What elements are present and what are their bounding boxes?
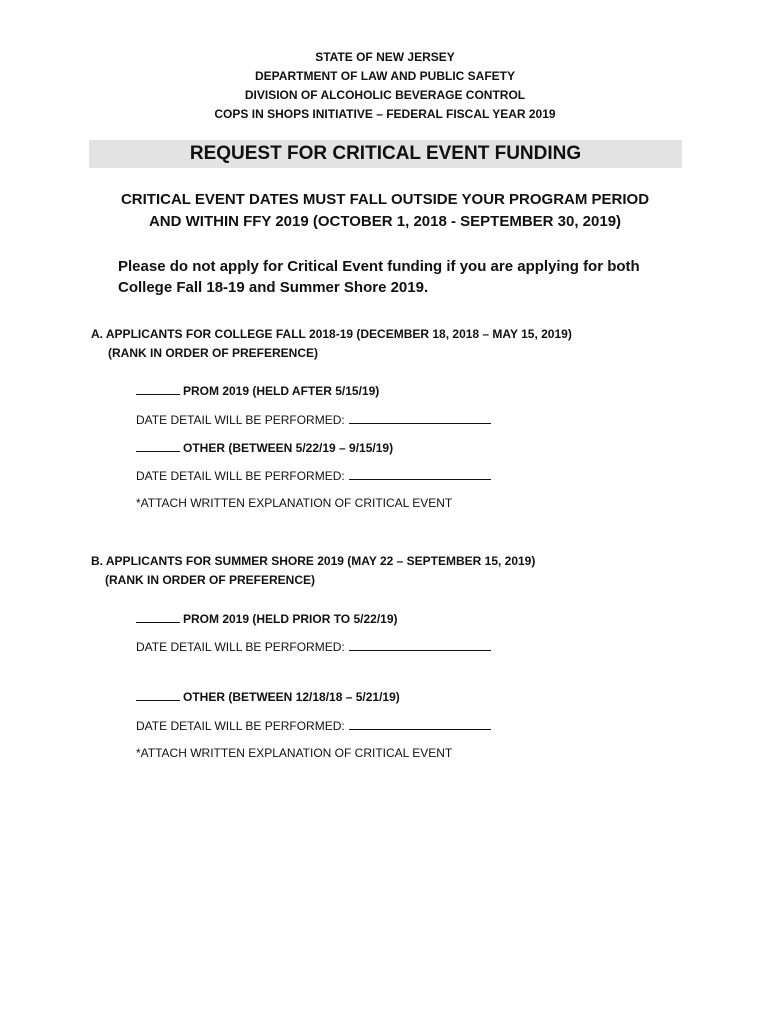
option-label: OTHER (BETWEEN 5/22/19 – 9/15/19) <box>183 441 394 455</box>
section-b-heading: B. APPLICANTS FOR SUMMER SHORE 2019 (MAY 22 – SEPTEMBER 15, 2019) <box>91 554 536 568</box>
date-detail-label: DATE DETAIL WILL BE PERFORMED: <box>136 469 345 483</box>
section-b-option-prom <box>136 611 398 626</box>
rank-blank-b1[interactable] <box>136 611 180 623</box>
notice-line-2: AND WITHIN FFY 2019 (OCTOBER 1, 2018 - SEPTEMBER 30, 2019) <box>148 213 622 230</box>
document-title: REQUEST FOR CRITICAL EVENT FUNDING <box>89 140 682 168</box>
section-b-option-other <box>136 689 400 704</box>
date-detail-label: DATE DETAIL WILL BE PERFORMED: <box>136 719 345 733</box>
rank-blank-a1[interactable] <box>136 383 180 395</box>
section-b-date-detail-2 <box>136 718 491 733</box>
section-a-date-detail-1 <box>136 412 491 427</box>
section-b-subheading: (RANK IN ORDER OF PREFERENCE) <box>105 573 316 587</box>
header-line-state: STATE OF NEW JERSEY <box>315 50 455 64</box>
rank-blank-b2[interactable] <box>136 689 180 701</box>
header-line-initiative: COPS IN SHOPS INITIATIVE – FEDERAL FISCAL YEAR 2019 <box>214 107 556 121</box>
date-detail-field-b2[interactable] <box>349 718 491 730</box>
date-detail-field-b1[interactable] <box>349 639 491 651</box>
date-detail-label: DATE DETAIL WILL BE PERFORMED: <box>136 640 345 654</box>
rank-blank-a2[interactable] <box>136 440 180 452</box>
section-a-option-other <box>136 440 393 455</box>
option-label: OTHER (BETWEEN 12/18/18 – 5/21/19) <box>183 690 400 704</box>
option-label: PROM 2019 (HELD AFTER 5/15/19) <box>183 384 380 398</box>
section-a-subheading: (RANK IN ORDER OF PREFERENCE) <box>108 346 319 360</box>
section-a-date-detail-2 <box>136 468 491 483</box>
date-detail-field-a2[interactable] <box>349 468 491 480</box>
instruction-line-1: Please do not apply for Critical Event funding if you are applying for both <box>118 258 640 275</box>
section-b-attach-note: *ATTACH WRITTEN EXPLANATION OF CRITICAL EVENT <box>136 746 453 760</box>
section-a-heading: A. APPLICANTS FOR COLLEGE FALL 2018-19 (DECEMBER 18, 2018 – MAY 15, 2019) <box>91 327 572 341</box>
date-detail-field-a1[interactable] <box>349 412 491 424</box>
date-detail-label: DATE DETAIL WILL BE PERFORMED: <box>136 413 345 427</box>
notice-line-1: CRITICAL EVENT DATES MUST FALL OUTSIDE YOUR PROGRAM PERIOD <box>120 191 650 208</box>
section-b-date-detail-1 <box>136 639 491 654</box>
header-line-division: DIVISION OF ALCOHOLIC BEVERAGE CONTROL <box>244 88 526 102</box>
section-a-option-prom <box>136 383 379 398</box>
option-label: PROM 2019 (HELD PRIOR TO 5/22/19) <box>183 612 398 626</box>
section-a-attach-note: *ATTACH WRITTEN EXPLANATION OF CRITICAL EVENT <box>136 496 453 510</box>
header-line-department: DEPARTMENT OF LAW AND PUBLIC SAFETY <box>255 69 515 83</box>
instruction-line-2: College Fall 18-19 and Summer Shore 2019. <box>118 279 429 296</box>
